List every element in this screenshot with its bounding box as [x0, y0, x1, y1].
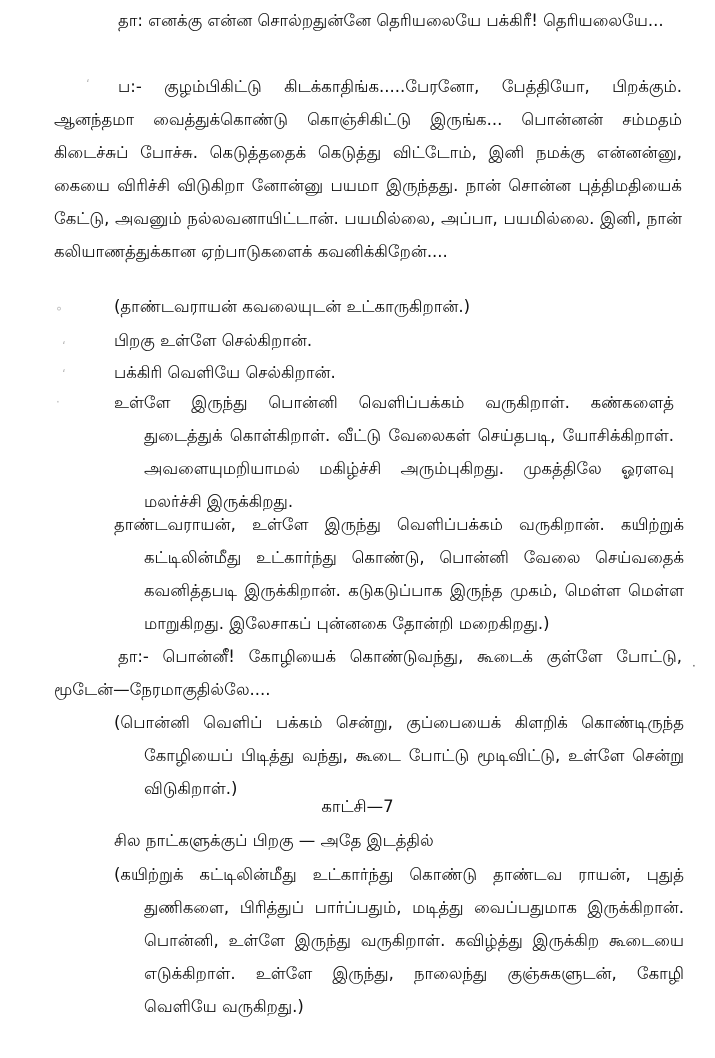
stage-direction-2: பிறகு உள்ளே செல்கிறான். — [114, 331, 313, 350]
scan-speck-mark: ‘ — [62, 339, 66, 353]
speech-paragraph-2: ப:- குழம்பிகிட்டு கிடக்காதிங்க.....பேரனோ, பேத்தியோ, பிறக்கும். ஆனந்தமா வைத்துக்கொண்டு கொஞ்சிகிட்டு இருங்க... பொன்னன் சம்மதம் கிடைச்சுப் போச்சு. கெடுத்ததைக் கெடுத்து விட்டோம், இனி நமக்கு என்னன்னு, கையை விரிச்சி விடுகிறா னோன்னு பயமா இருந்தது. நான் சொன்ன புத்திமதியைக் கேட்டு, அவனும் நல்லவனாயிட்டான். பயமில்லை, அப்பா, பயமில்லை. இனி, நான் கலியாணத்துக்கான ஏற்பாடுகளைக் கவனிக்கிறேன்.... — [54, 77, 682, 261]
scene-heading: காட்சி—7 — [321, 797, 394, 816]
scan-speck-mark: ° — [56, 305, 62, 319]
scan-speck-mark: · — [692, 659, 696, 673]
scan-speck-mark: ‘ — [62, 367, 66, 381]
stage-direction-3: பக்கிரி வெளியே செல்கிறான். — [114, 363, 336, 382]
scan-speck-mark: ‘ — [86, 77, 90, 91]
scene-setting: சில நாட்களுக்குப் பிறகு — அதே இடத்தில் — [114, 831, 434, 850]
scan-speck-mark: · — [56, 395, 60, 409]
stage-direction-6: (பொன்னி வெளிப் பக்கம் சென்று, குப்பையைக் கிளறிக் கொண்டிருந்த கோழியைப் பிடித்து வந்து, கூடை போட்டு மூடிவிட்டு, உள்ளே சென்று விடுகிறாள்.) — [114, 713, 684, 798]
speech-paragraph-3: தா:- பொன்னீ! கோழியைக் கொண்டுவந்து, கூடைக் குள்ளே போட்டு, மூடேன்—நேரமாகுதில்லே.... — [54, 647, 682, 699]
stage-direction-7: (கயிற்றுக் கட்டிலின்மீது உட்கார்ந்து கொண்டு தாண்டவ ராயன், புதுத் துணிகளை, பிரித்துப் பார்ப்பதும், மடித்து வைப்பதுமாக இருக்கிறான். பொன்னி, உள்ளே இருந்து வருகிறாள். கவிழ்த்து இருக்கிற கூடையை எடுக்கிறாள். உள்ளே இருந்து, நாலைந்து குஞ்சுகளுடன், கோழி வெளியே வருகிறது.) — [114, 865, 684, 1016]
speech-paragraph-1: தா: எனக்கு என்ன சொல்றதுன்னே தெரியலையே பக்கிரீ! தெரியலையே... — [118, 11, 664, 30]
stage-direction-5: தாண்டவராயன், உள்ளே இருந்து வெளிப்பக்கம் வருகிறான். கயிற்றுக் கட்டிலின்மீது உட்கார்ந்து கொண்டு, பொன்னி வேலை செய்வதைக் கவனித்தபடி இருக்கிறான். கடுகடுப்பாக இருந்த முகம், மெள்ள மெள்ள மாறுகிறது. இலேசாகப் புன்னகை தோன்றி மறைகிறது.) — [114, 515, 684, 633]
stage-direction-1: (தாண்டவராயன் கவலையுடன் உட்காருகிறான்.) — [114, 297, 471, 316]
stage-direction-4: உள்ளே இருந்து பொன்னி வெளிப்பக்கம் வருகிறாள். கண்களைத் துடைத்துக் கொள்கிறாள். வீட்டு வேலைகள் செய்தபடி, யோசிக்கிறாள். அவளையுமறியாமல் மகிழ்ச்சி அரும்புகிறது. முகத்திலே ஓரளவு மலர்ச்சி இருக்கிறது. — [114, 393, 674, 511]
